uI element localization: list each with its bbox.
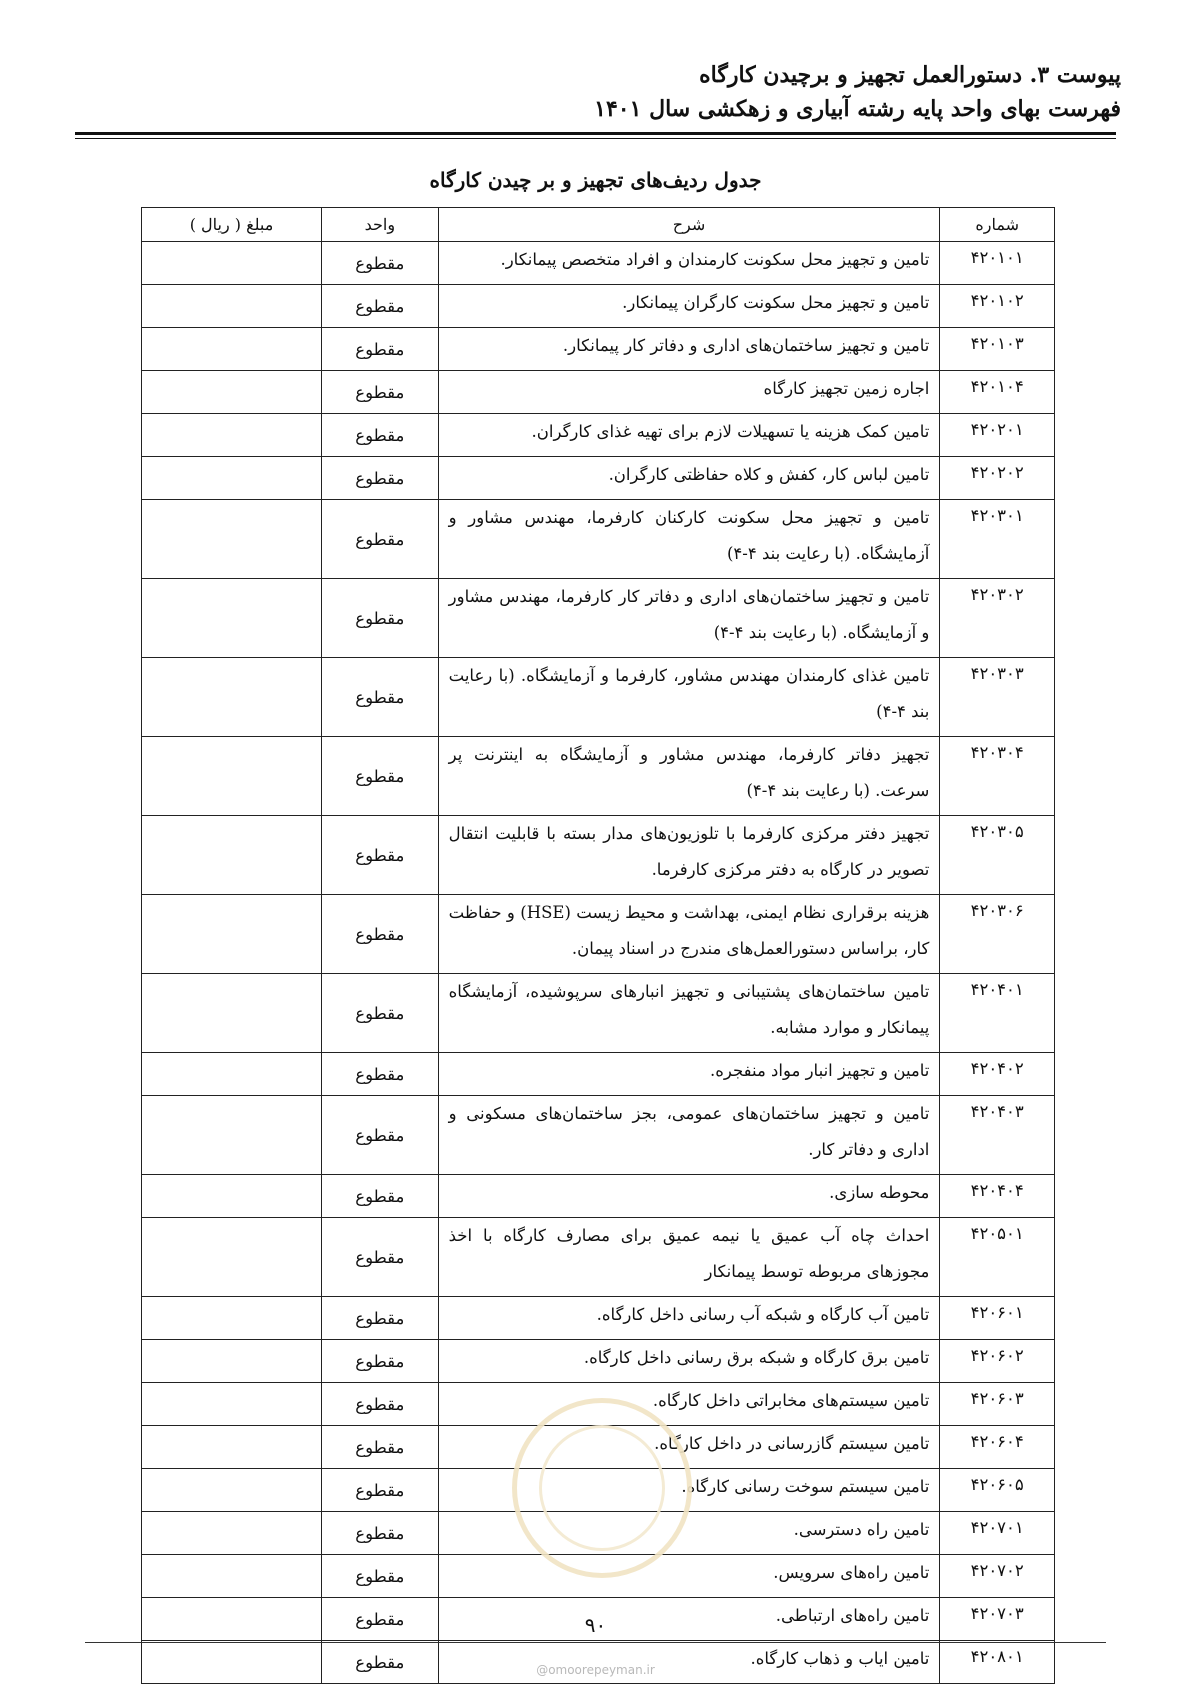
row-amount [142,579,322,658]
row-description: محوطه سازی. [438,1175,940,1218]
header-description: شرح [438,208,940,242]
row-description: تامین راه دسترسی. [438,1512,940,1555]
row-amount [142,414,322,457]
row-code: ۴۲۰۱۰۲ [940,285,1055,328]
row-unit: مقطوع [322,500,439,579]
row-code: ۴۲۰۷۰۳ [940,1598,1055,1641]
row-description: تامین و تجهیز ساختمان‌های اداری و دفاتر کار کارفرما، مهندس مشاور و آزمایشگاه. (با رعایت بند ۴-۴) [438,579,940,658]
row-amount [142,371,322,414]
row-unit: مقطوع [322,1340,439,1383]
row-code: ۴۲۰۲۰۱ [940,414,1055,457]
table-row [142,371,1055,414]
table-row [142,285,1055,328]
row-unit: مقطوع [322,579,439,658]
table-row [142,1297,1055,1340]
row-unit: مقطوع [322,1555,439,1598]
row-description: تامین راه‌های سرویس. [438,1555,940,1598]
row-unit: مقطوع [322,1512,439,1555]
row-description: تامین ایاب و ذهاب کارگاه. [438,1641,940,1684]
table-row [142,500,1055,579]
row-unit: مقطوع [322,1641,439,1684]
row-description: تامین لباس کار، کفش و کلاه حفاظتی کارگران. [438,457,940,500]
row-amount [142,658,322,737]
row-code: ۴۲۰۳۰۲ [940,579,1055,658]
row-unit: مقطوع [322,1175,439,1218]
row-description: تامین و تجهیز ساختمان‌های عمومی، بجز ساختمان‌های مسکونی و اداری و دفاتر کار. [438,1096,940,1175]
table-row [142,1175,1055,1218]
row-unit: مقطوع [322,1096,439,1175]
footer-divider [85,1642,1106,1643]
row-description: تامین و تجهیز انبار مواد منفجره. [438,1053,940,1096]
row-code: ۴۲۰۷۰۲ [940,1555,1055,1598]
table-row [142,1340,1055,1383]
row-amount [142,328,322,371]
row-amount [142,500,322,579]
row-amount [142,1096,322,1175]
table-row [142,579,1055,658]
row-amount [142,1175,322,1218]
table-row [142,1096,1055,1175]
row-amount [142,457,322,500]
row-description: تامین سیستم سوخت رسانی کارگاه. [438,1469,940,1512]
table-row [142,1641,1055,1684]
table-row [142,414,1055,457]
header-unit: واحد [322,208,439,242]
row-code: ۴۲۰۳۰۳ [940,658,1055,737]
row-amount [142,974,322,1053]
row-amount [142,1053,322,1096]
row-unit: مقطوع [322,1053,439,1096]
row-code: ۴۲۰۳۰۱ [940,500,1055,579]
row-amount [142,816,322,895]
row-code: ۴۲۰۶۰۴ [940,1426,1055,1469]
row-amount [142,1218,322,1297]
row-unit: مقطوع [322,414,439,457]
table-row [142,1053,1055,1096]
row-description: هزینه برقراری نظام ایمنی، بهداشت و محیط زیست (HSE) و حفاظت کار، براساس دستورالعمل‌های مندرج در اسناد پیمان. [438,895,940,974]
row-code: ۴۲۰۳۰۶ [940,895,1055,974]
row-description: تجهیز دفاتر کارفرما، مهندس مشاور و آزمایشگاه به اینترنت پر سرعت. (با رعایت بند ۴-۴) [438,737,940,816]
row-description: تامین ساختمان‌های پشتیبانی و تجهیز انبارهای سرپوشیده، آزمایشگاه پیمانکار و موارد مشابه. [438,974,940,1053]
row-description: تجهیز دفتر مرکزی کارفرما با تلوزیون‌های مدار بسته با قابلیت انتقال تصویر در کارگاه به دفتر مرکزی کارفرما. [438,816,940,895]
row-code: ۴۲۰۸۰۱ [940,1641,1055,1684]
row-code: ۴۲۰۴۰۳ [940,1096,1055,1175]
row-code: ۴۲۰۴۰۲ [940,1053,1055,1096]
price-list-title: فهرست بهای واحد پایه رشته آبیاری و زهکشی سال ۱۴۰۱ [594,96,1121,122]
row-unit: مقطوع [322,285,439,328]
row-unit: مقطوع [322,1297,439,1340]
row-unit: مقطوع [322,816,439,895]
page-number: ۹۰ [584,1613,607,1637]
row-amount [142,1641,322,1684]
row-amount [142,1512,322,1555]
row-description: احداث چاه آب عمیق یا نیمه عمیق برای مصارف کارگاه با اخذ مجوزهای مربوطه توسط پیمانکار [438,1218,940,1297]
table-header-row [142,208,1055,242]
header-amount: مبلغ ( ریال ) [142,208,322,242]
row-code: ۴۲۰۱۰۳ [940,328,1055,371]
row-unit: مقطوع [322,1383,439,1426]
row-description: تامین برق کارگاه و شبکه برق رسانی داخل کارگاه. [438,1340,940,1383]
row-unit: مقطوع [322,371,439,414]
row-amount [142,737,322,816]
watermark-url: @omoorepeyman.ir [536,1663,655,1677]
row-description: تامین و تجهیز ساختمان‌های اداری و دفاتر کار پیمانکار. [438,328,940,371]
row-amount [142,285,322,328]
page-header [70,58,1121,126]
row-amount [142,242,322,285]
row-unit: مقطوع [322,328,439,371]
row-description: تامین آب کارگاه و شبکه آب رسانی داخل کارگاه. [438,1297,940,1340]
table-row [142,242,1055,285]
row-description: تامین و تجهیز محل سکونت کارکنان کارفرما، مهندس مشاور و آزمایشگاه. (با رعایت بند ۴-۴) [438,500,940,579]
table-row [142,658,1055,737]
row-code: ۴۲۰۴۰۴ [940,1175,1055,1218]
table-row [142,974,1055,1053]
row-code: ۴۲۰۴۰۱ [940,974,1055,1053]
row-unit: مقطوع [322,895,439,974]
row-amount [142,1383,322,1426]
row-amount [142,1426,322,1469]
row-description: تامین سیستم‌های مخابراتی داخل کارگاه. [438,1383,940,1426]
row-unit: مقطوع [322,1218,439,1297]
row-description: تامین و تجهیز محل سکونت کارگران پیمانکار. [438,285,940,328]
row-code: ۴۲۰۶۰۳ [940,1383,1055,1426]
table-row [142,1218,1055,1297]
row-unit: مقطوع [322,1598,439,1641]
row-description: تامین غذای کارمندان مهندس مشاور، کارفرما و آزمایشگاه. (با رعایت بند ۴-۴) [438,658,940,737]
row-code: ۴۲۰۲۰۲ [940,457,1055,500]
row-amount [142,895,322,974]
row-unit: مقطوع [322,658,439,737]
table-row [142,816,1055,895]
row-description: تامین کمک هزینه یا تسهیلات لازم برای تهیه غذای کارگران. [438,414,940,457]
row-code: ۴۲۰۳۰۵ [940,816,1055,895]
table-row [142,457,1055,500]
table-row [142,328,1055,371]
row-unit: مقطوع [322,974,439,1053]
table-row [142,895,1055,974]
row-amount [142,1469,322,1512]
row-unit: مقطوع [322,242,439,285]
header-divider-thick [75,132,1116,135]
watermark-seal [512,1398,692,1578]
row-unit: مقطوع [322,1469,439,1512]
row-description: تامین سیستم گازرسانی در داخل کارگاه. [438,1426,940,1469]
row-code: ۴۲۰۵۰۱ [940,1218,1055,1297]
row-code: ۴۲۰۶۰۲ [940,1340,1055,1383]
row-unit: مقطوع [322,1426,439,1469]
row-description: تامین راه‌های ارتباطی. [438,1598,940,1641]
appendix-title: پیوست ۳. دستورالعمل تجهیز و برچیدن کارگاه [699,62,1121,88]
row-code: ۴۲۰۱۰۱ [940,242,1055,285]
row-amount [142,1340,322,1383]
row-code: ۴۲۰۶۰۵ [940,1469,1055,1512]
table-title: جدول ردیف‌های تجهیز و بر چیدن کارگاه [429,168,762,192]
header-divider-thin [75,138,1116,139]
row-description: تامین و تجهیز محل سکونت کارمندان و افراد متخصص پیمانکار. [438,242,940,285]
row-description: اجاره زمین تجهیز کارگاه [438,371,940,414]
row-code: ۴۲۰۶۰۱ [940,1297,1055,1340]
row-code: ۴۲۰۱۰۴ [940,371,1055,414]
row-unit: مقطوع [322,457,439,500]
row-amount [142,1555,322,1598]
row-amount [142,1297,322,1340]
header-code: شماره [940,208,1055,242]
row-code: ۴۲۰۷۰۱ [940,1512,1055,1555]
table-row [142,737,1055,816]
row-unit: مقطوع [322,737,439,816]
row-code: ۴۲۰۳۰۴ [940,737,1055,816]
